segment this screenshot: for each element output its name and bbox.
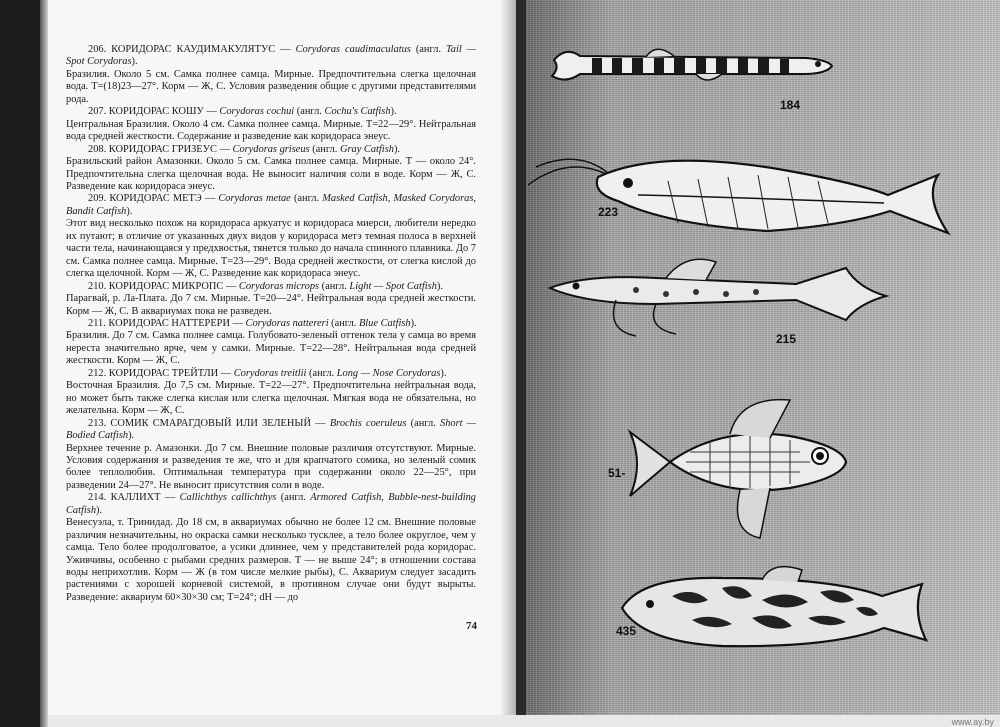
entry-body: Бразильский район Амазонки. Около 5 см. Самка полнее самца. Мирные. T — около 24°. Предпочтительна слегка щелочная вода. Не выносит наличия соли в воде. Корм — Ж, С. Разведение как коридораса энеус. [66, 156, 476, 192]
entry-english-name: Gray Catfish [339, 143, 394, 155]
right-page [524, 0, 1000, 715]
entry-eng-suffix: ). [96, 504, 103, 516]
entry-english-name: Light — Spot Catfish [349, 280, 437, 292]
entry-eng-prefix: (англ. [406, 417, 441, 429]
entry-latin-name: Corydoras metae [218, 193, 291, 205]
page-number: 74 [466, 620, 477, 632]
fish-illustration-51 [620, 392, 860, 542]
entry-latin-name: Corydoras nattereri [245, 317, 329, 329]
entry-english-name: Blue Catfish [358, 317, 411, 329]
entry-heading [66, 492, 476, 517]
entry-heading [66, 106, 476, 118]
entry-eng-suffix: ). [410, 317, 417, 329]
figure-number-435: 435 [616, 624, 637, 638]
entry-english-name: Cochu's Catfish [324, 106, 391, 118]
entry-title: 208. КОРИДОРАС ГРИЗЕУС — [88, 143, 233, 155]
figure-number-223: 223 [598, 205, 619, 219]
entry-title: 210. КОРИДОРАС МИКРОПС — [88, 280, 239, 292]
entry-eng-suffix: ). [126, 205, 133, 217]
page-edge-shadow [40, 0, 48, 727]
entry-eng-suffix: ). [128, 430, 135, 442]
entry-body: Центральная Бразилия. Около 4 см. Самка полнее самца. Мирные. T=22—29°. Нейтральная вода средней жесткости. Содержание и разведение как коридораса энеус. [66, 118, 476, 143]
fish-illustration-184 [546, 36, 836, 92]
entry-eng-prefix: (англ. [328, 317, 359, 329]
entry-eng-prefix: (англ. [290, 193, 323, 205]
entry-eng-suffix: ). [440, 367, 447, 379]
figure-number-184: 184 [780, 98, 801, 112]
entry-heading [66, 144, 476, 156]
entry-english-name: Armored Catfish, Bubble-nest-building Catfish [66, 492, 476, 516]
entry-title: 212. КОРИДОРАС ТРЕЙТЛИ — [88, 367, 234, 379]
entry-latin-name: Corydoras cochui [219, 106, 295, 118]
entry-latin-name: Corydoras microps [238, 280, 320, 292]
scanner-edge [0, 0, 40, 727]
entry-eng-suffix: ). [131, 56, 138, 68]
entry-eng-prefix: (англ. [410, 44, 446, 55]
entry-latin-name: Corydoras treitlii [233, 367, 307, 379]
entry-eng-suffix: ). [393, 143, 400, 155]
entry-heading [66, 418, 476, 443]
entry-english-name: Tail — Spot Corydoras [66, 44, 476, 68]
entry-latin-name: Brochis coeruleus [329, 417, 407, 429]
entry-title: 209. КОРИДОРАС МЕТЭ — [88, 193, 219, 205]
entry-title: 211. КОРИДОРАС НАТТЕРЕРИ — [88, 317, 246, 329]
entry-heading [66, 281, 476, 293]
entry-body: Парагвай, р. Ла-Плата. До 7 см. Мирные. T=20—24°. Нейтральная вода средней жесткости. Корм — Ж, С. В аквариумах пока не разведен. [66, 293, 476, 317]
entry-heading [66, 318, 476, 330]
entry-title: 213. СОМИК СМАРАГДОВЫЙ ИЛИ ЗЕЛЕНЫЙ — [88, 417, 330, 429]
entry-english-name: Masked Catfish, Masked Corydoras, Bandit Catfish [66, 193, 476, 217]
entry-eng-suffix: ). [436, 280, 443, 292]
entry-latin-name: Callichthys callichthys [179, 492, 277, 504]
entry-title: 214. КАЛЛИХТ — [88, 492, 180, 504]
fish-illustration-223 [528, 145, 958, 245]
entry-title: 207. КОРИДОРАС КОШУ — [88, 106, 220, 118]
entry-latin-name: Corydoras caudimaculatus [295, 44, 411, 55]
figure-number-215: 215 [776, 332, 797, 346]
entry-eng-prefix: (англ. [319, 280, 350, 292]
entry-english-name: Long — Nose Corydoras [336, 367, 441, 379]
entry-english-name: Short — Bodied Catfish [66, 417, 477, 442]
entry-heading [66, 368, 476, 380]
book-gutter [516, 0, 526, 727]
entry-body: Верхнее течение р. Амазонки. До 7 см. Внешние половые различия отсутствуют. Мирные. Условия содержания и разведения те же, что и для крапчатого сомика, но зеленый сомик более теплолюбив. Оптимальная температура при содержании около 22—25°, при разведении 24—27°. Не выносит присутствия соли в воде. [66, 442, 476, 491]
entry-eng-prefix: (англ. [306, 367, 337, 379]
entry-eng-prefix: (англ. [294, 106, 325, 118]
entry-body: Восточная Бразилия. До 7,5 см. Мирные. T=22—27°. Предпочтительна нейтральная вода, но может быть также слегка кислая или слегка щелочная. Мягкая вода не обязательна, но желательна. Корм — Ж, С. [66, 380, 476, 417]
figure-number-51: 51- [608, 466, 626, 480]
entry-body: Бразилия. До 7 см. Самка полнее самца. Голубовато-зеленый оттенок тела у самца во время нереста значительно ярче, чем у самки. Мирные. T=22—28°. Нейтральная вода средней жесткости. Корм — Ж, С. [66, 330, 476, 367]
fish-illustration-215 [546, 248, 896, 343]
text-column [66, 44, 476, 604]
entry-body: Бразилия. Около 5 см. Самка полнее самца. Мирные. Предпочтительна слегка щелочная вода. T=(18)23—27°. Корм — Ж, С. Условия разведения общие с другими представителями рода. [66, 68, 476, 105]
entry-title: 206. КОРИДОРАС КАУДИМАКУЛЯТУС — [88, 44, 296, 55]
entry-eng-prefix: (англ. [276, 492, 311, 504]
watermark: www.ay.by [951, 717, 994, 727]
entry-body: Венесуэла, т. Тринидад. До 18 см, в аквариумах обычно не более 12 см. Внешние половые различия незначительны, но окраска самки несколько тусклее, а тело более округлое, чем у самца. Тело более продолговатое, а усики длиннее, чем у представителей рода коридорас. Уживчивы, особенно с рыбами средних размеров. T — не выше 24°; в отношении состава воды неприхотлив. Корм — Ж (в том числе мелкие рыбы), С. Аквариум следует засадить растениями с хорошей корневой системой, в противном случае они будут вырыты. Разведение: аквариум 60×30×30 см; T=24°; dH — до [66, 517, 476, 603]
entry-eng-prefix: (англ. [309, 143, 340, 155]
entry-heading [66, 193, 476, 218]
entry-eng-suffix: ). [390, 106, 397, 118]
fish-illustration-435 [612, 556, 932, 666]
entry-heading [66, 44, 476, 69]
entry-body: Этот вид несколько похож на коридораса аркуатус и коридораса миерси, любители нередко их путают; в отличие от указанных двух видов у коридораса метэ темная полоса в верхней части тела, начинающаяся у предхвостья, тянется только до начала спинного плавника. До 7 см. Самка полнее самца. Мирные. T=23—29°. Вода средней жесткости, от слегка кислой до слегка щелочной. Корм — Ж, С. Разведение как коридораса энеус. [66, 218, 476, 280]
bottom-edge [48, 715, 1000, 727]
entry-latin-name: Corydoras griseus [232, 143, 310, 155]
